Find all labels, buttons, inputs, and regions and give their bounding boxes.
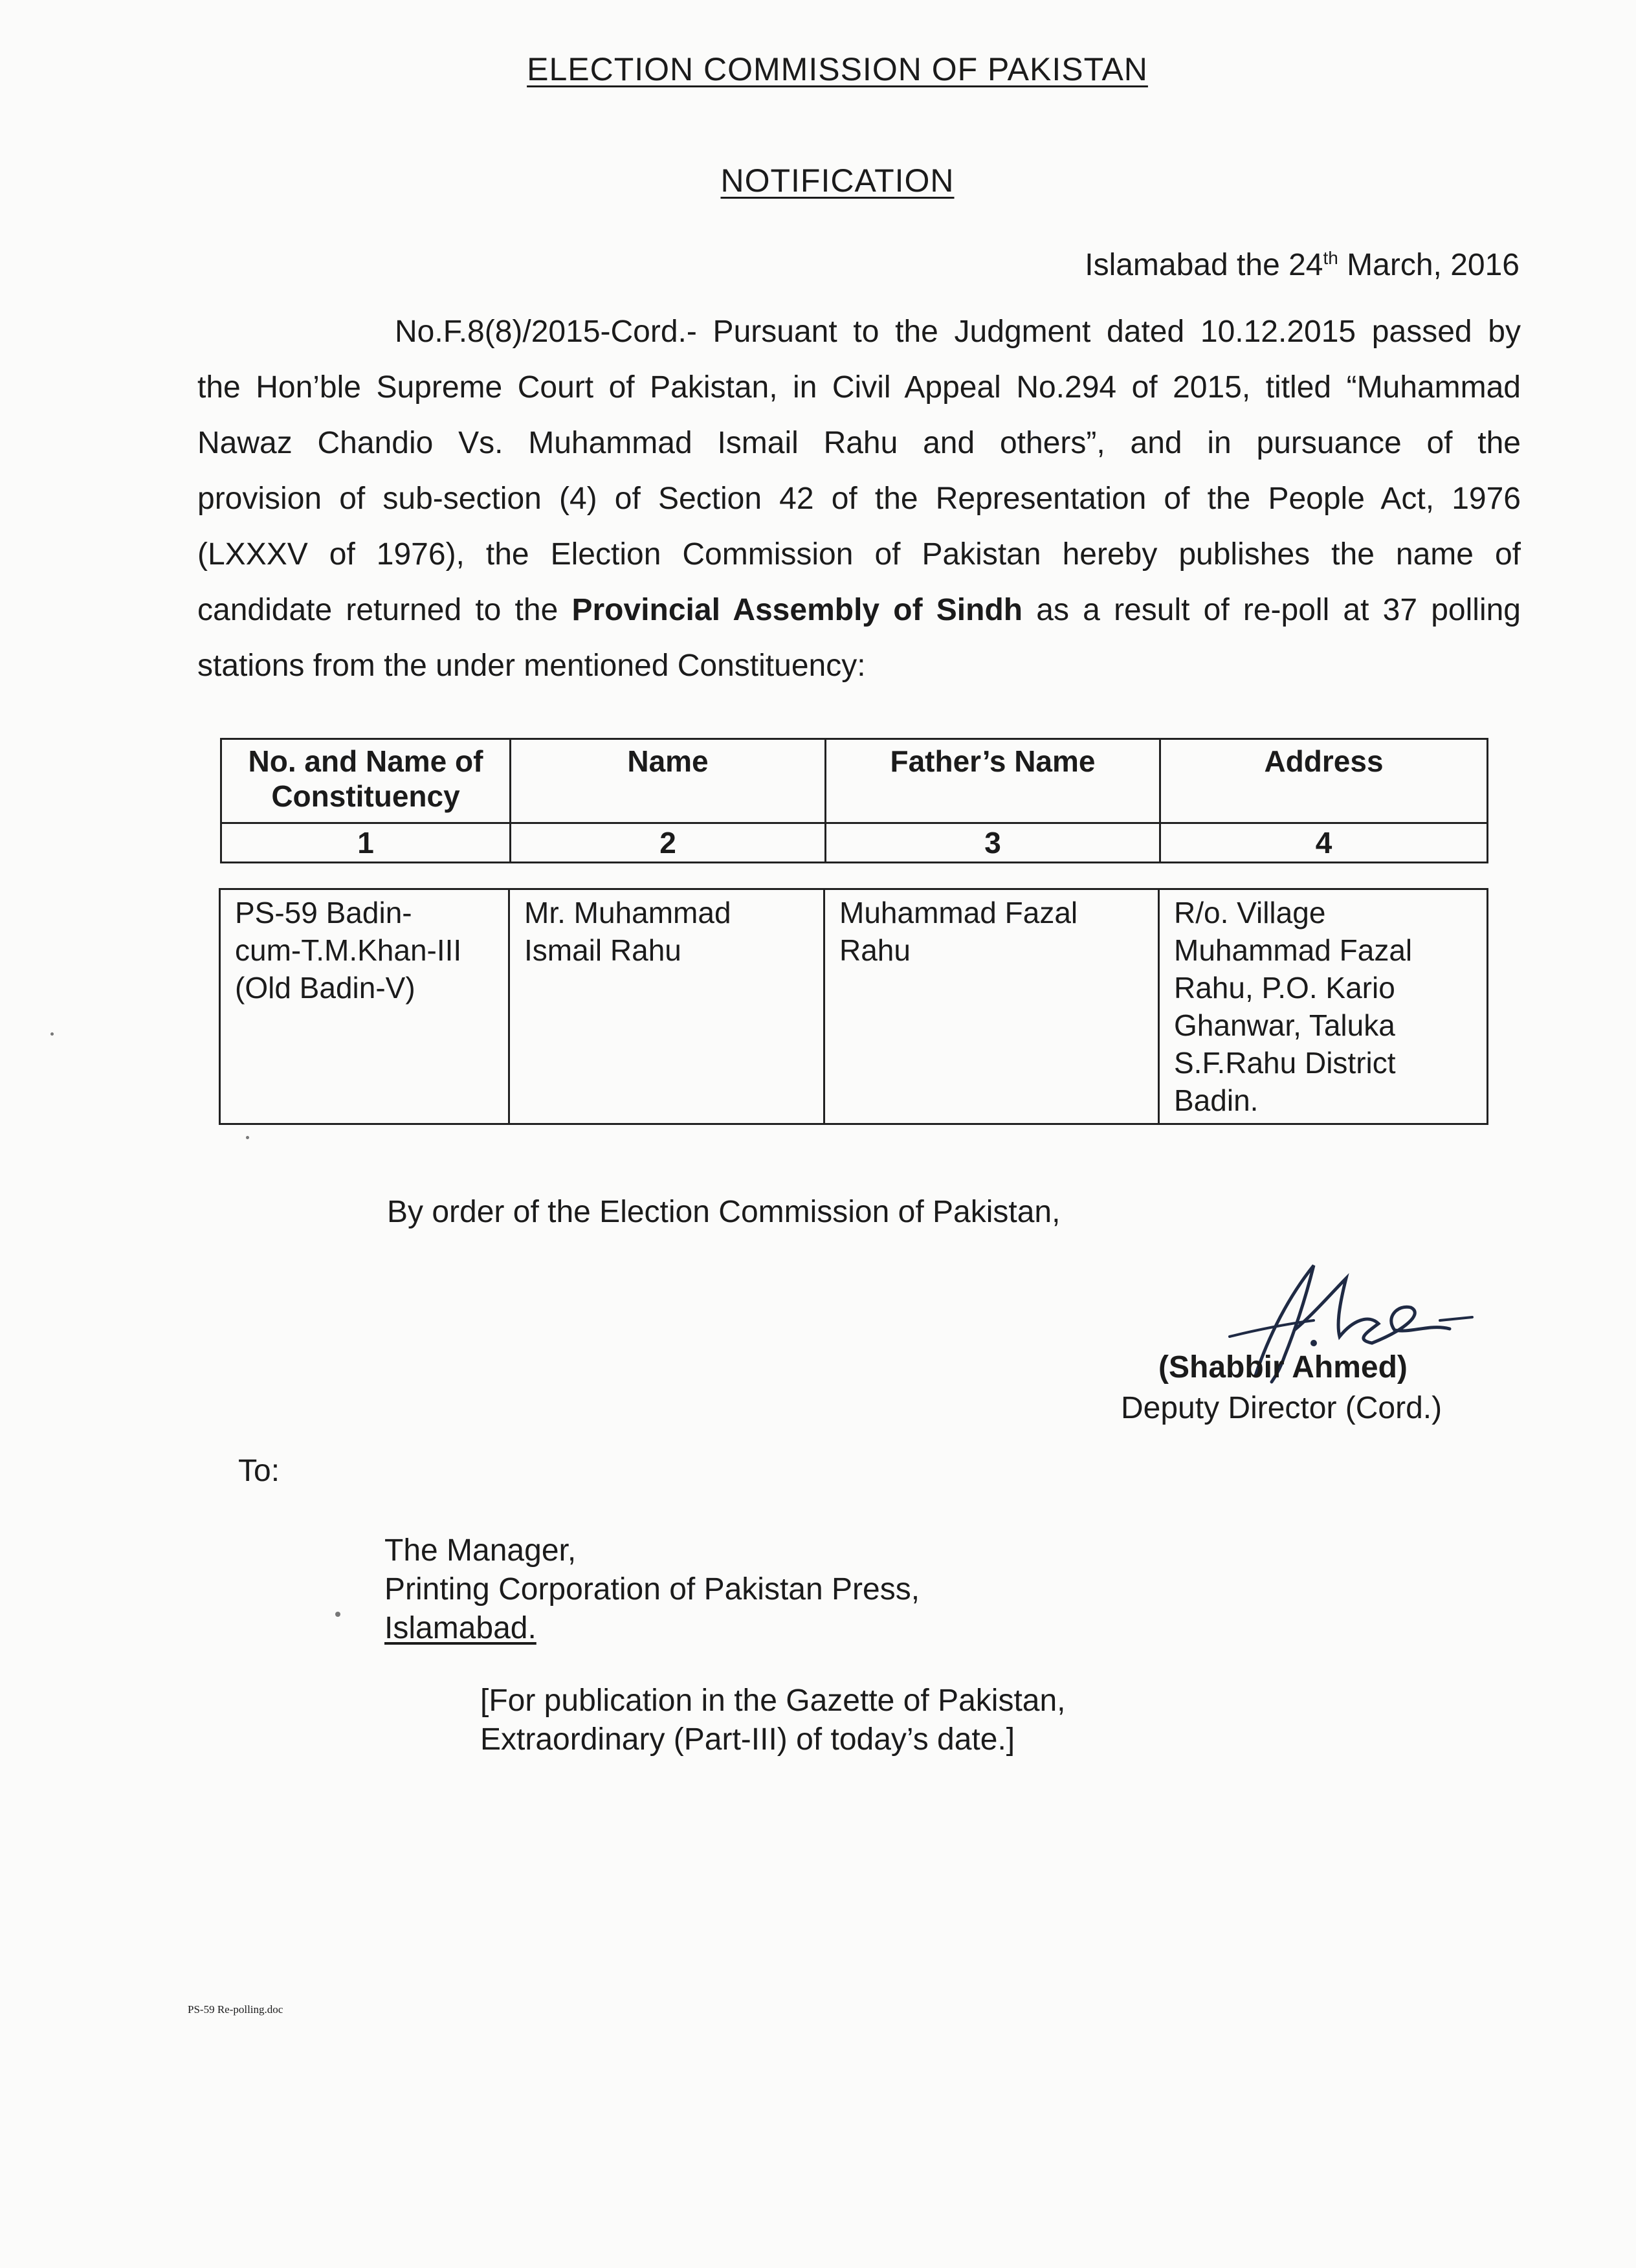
body-line-3: Nawaz Chandio Vs. Muhammad Ismail Rahu and others”, and in pursuance of the bbox=[197, 426, 1521, 460]
table-row bbox=[220, 889, 1488, 1124]
table-number-row bbox=[221, 823, 1488, 863]
dateline bbox=[1085, 247, 1520, 283]
scan-speck bbox=[335, 1612, 340, 1617]
father-name-line-1: Muhammad Fazal bbox=[839, 896, 1078, 929]
order-line: By order of the Election Commission of Pakistan, bbox=[387, 1195, 1061, 1229]
address-line-6: Badin. bbox=[1174, 1084, 1259, 1117]
candidate-name-line-1: Mr. Muhammad bbox=[524, 896, 731, 929]
column-number-4: 4 bbox=[1160, 823, 1488, 863]
father-name-cell bbox=[824, 889, 1159, 1124]
header-name: Name bbox=[511, 739, 826, 823]
header-address: Address bbox=[1160, 739, 1488, 823]
constituency-cell bbox=[220, 889, 509, 1124]
candidate-name-cell bbox=[509, 889, 824, 1124]
address-line-1: R/o. Village bbox=[1174, 896, 1326, 929]
dateline-prefix: Islamabad the 24 bbox=[1085, 248, 1323, 282]
body-line-7: stations from the under mentioned Constituency: bbox=[197, 649, 866, 683]
publication-note-line-1: [For publication in the Gazette of Pakistan, bbox=[480, 1684, 1066, 1718]
recipient-line-2: Printing Corporation of Pakistan Press, bbox=[384, 1572, 920, 1606]
address-line-5: S.F.Rahu District bbox=[1174, 1046, 1396, 1080]
body-line-6 bbox=[197, 583, 1521, 638]
address-cell bbox=[1159, 889, 1488, 1124]
candidate-table bbox=[219, 888, 1488, 1125]
body-line-4: provision of sub-section (4) of Section 42 of the Representation of the People Act, 1976 bbox=[197, 482, 1521, 516]
body-line-1: No.F.8(8)/2015-Cord.- Pursuant to the Judgment dated 10.12.2015 passed by bbox=[395, 315, 1521, 349]
publication-note-line-2: Extraordinary (Part-III) of today’s date.] bbox=[480, 1722, 1015, 1757]
header-table bbox=[220, 738, 1488, 863]
body-paragraph bbox=[197, 304, 1521, 694]
signer-name: (Shabbir Ahmed) bbox=[1158, 1350, 1408, 1384]
candidate-name-line-2: Ismail Rahu bbox=[524, 933, 681, 967]
scan-speck bbox=[246, 1136, 249, 1139]
father-name-line-2: Rahu bbox=[839, 933, 911, 967]
table-header-row bbox=[221, 739, 1488, 823]
body-line-5: (LXXXV of 1976), the Election Commission of Pakistan hereby publishes the name of bbox=[197, 537, 1521, 572]
header-father-name: Father’s Name bbox=[826, 739, 1160, 823]
constituency-line-3: (Old Badin-V) bbox=[235, 971, 415, 1005]
address-line-2: Muhammad Fazal bbox=[1174, 933, 1413, 967]
address-line-3: Rahu, P.O. Kario bbox=[1174, 971, 1395, 1005]
recipient-line-1: The Manager, bbox=[384, 1533, 577, 1568]
to-label: To: bbox=[238, 1454, 280, 1488]
body-line-2: the Hon’ble Supreme Court of Pakistan, in Civil Appeal No.294 of 2015, titled “Muhammad bbox=[197, 370, 1521, 405]
body-line-6-post: as a result of re-poll at 37 polling bbox=[1022, 593, 1521, 627]
assembly-name: Provincial Assembly of Sindh bbox=[571, 593, 1023, 627]
scan-speck bbox=[50, 1032, 54, 1036]
column-number-2: 2 bbox=[511, 823, 826, 863]
constituency-line-1: PS-59 Badin- bbox=[235, 896, 412, 929]
organization-title: ELECTION COMMISSION OF PAKISTAN bbox=[527, 51, 1148, 87]
header-constituency: No. and Name of Constituency bbox=[221, 739, 511, 823]
column-number-3: 3 bbox=[826, 823, 1160, 863]
address-line-4: Ghanwar, Taluka bbox=[1174, 1008, 1395, 1042]
notification-title: NOTIFICATION bbox=[720, 162, 955, 199]
recipient-line-3: Islamabad. bbox=[384, 1611, 536, 1645]
dateline-suffix: March, 2016 bbox=[1338, 248, 1520, 282]
body-line-6-pre: candidate returned to the bbox=[197, 593, 572, 627]
column-number-1: 1 bbox=[221, 823, 511, 863]
footer-file-name: PS-59 Re-polling.doc bbox=[188, 2003, 283, 2016]
signer-title: Deputy Director (Cord.) bbox=[1121, 1391, 1443, 1425]
constituency-line-2: cum-T.M.Khan-III bbox=[235, 933, 462, 967]
dateline-ordinal: th bbox=[1323, 248, 1338, 268]
